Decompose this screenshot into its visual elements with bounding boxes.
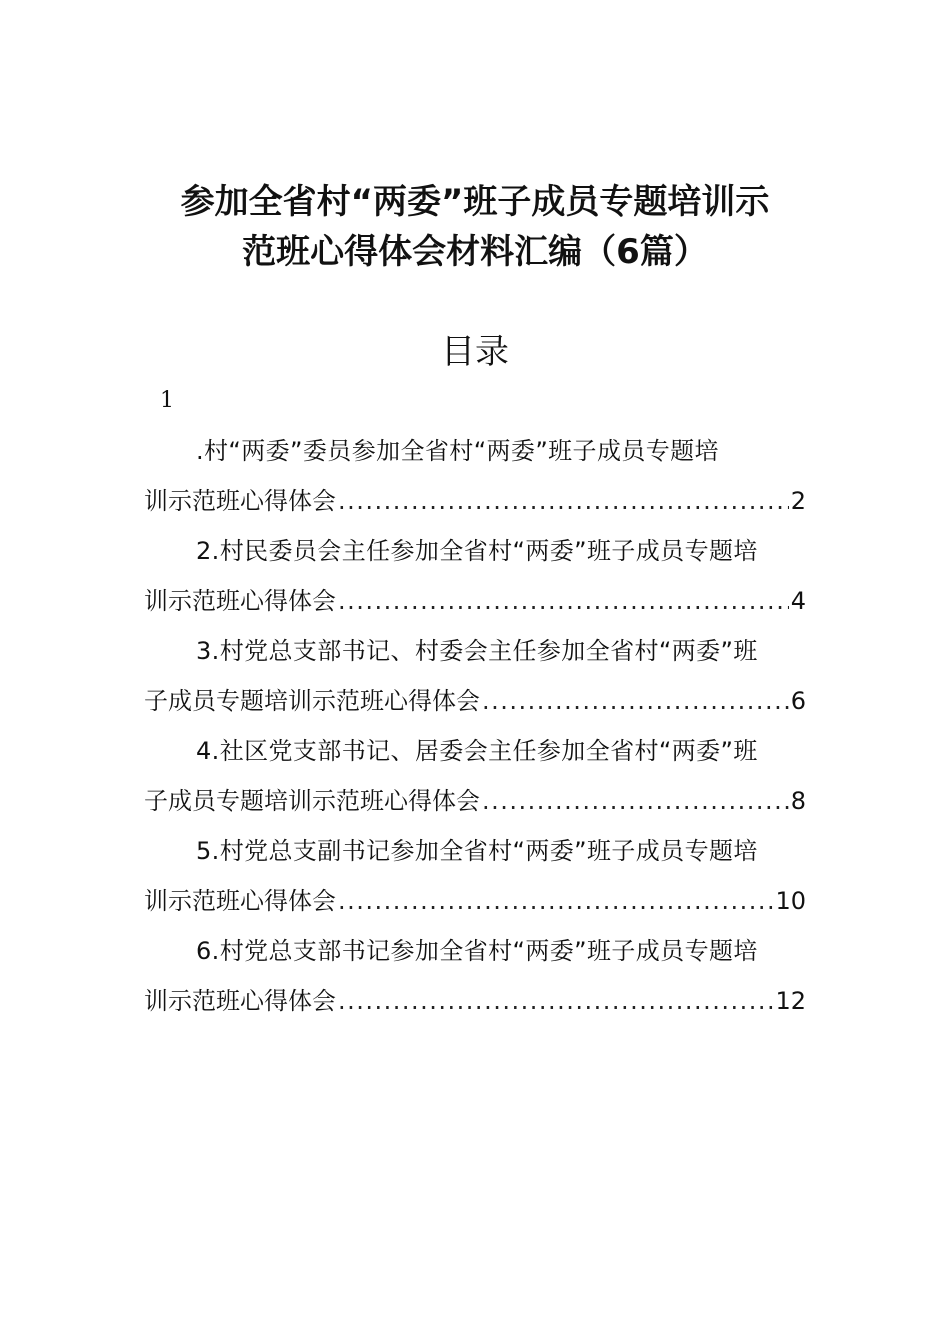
toc-entry-second-line bbox=[144, 576, 806, 626]
toc-page-number: 10 bbox=[775, 887, 806, 915]
toc-entry-text-second-line: 子成员专题培训示范班心得体会 bbox=[144, 787, 480, 815]
toc-page-number: 6 bbox=[790, 687, 806, 715]
toc-entry-text-first-line: 4.社区党支部书记、居委会主任参加全省村“两委”班 bbox=[196, 737, 758, 765]
toc-entry-5[interactable] bbox=[144, 826, 806, 926]
toc-leader-dots bbox=[338, 876, 773, 926]
toc-entry-4[interactable] bbox=[144, 726, 806, 826]
toc-leader-dots bbox=[338, 576, 789, 626]
toc-page-number: 12 bbox=[775, 987, 806, 1015]
toc-entry-text-first-line: 3.村党总支部书记、村委会主任参加全省村“两委”班 bbox=[196, 637, 758, 665]
toc-page-number: 8 bbox=[790, 787, 806, 815]
toc-entry-text-first-line: 6.村党总支部书记参加全省村“两委”班子成员专题培 bbox=[196, 937, 758, 965]
toc-page-number: 4 bbox=[790, 587, 806, 615]
toc-entry-text-second-line: 训示范班心得体会 bbox=[144, 587, 336, 615]
document-title-line-1: 参加全省村“两委”班子成员专题培训示 bbox=[180, 182, 770, 222]
toc-entry-second-line bbox=[144, 976, 806, 1026]
toc-entry-second-line bbox=[144, 676, 806, 726]
toc-entry-6[interactable] bbox=[144, 926, 806, 1026]
toc-entry-2[interactable] bbox=[144, 526, 806, 626]
toc-entry-second-line bbox=[144, 776, 806, 826]
toc-entry-1[interactable] bbox=[144, 426, 806, 526]
toc-heading: 目录 bbox=[441, 332, 509, 372]
toc-entry-text-first-line: 5.村党总支副书记参加全省村“两委”班子成员专题培 bbox=[196, 837, 758, 865]
toc-page-number: 2 bbox=[790, 487, 806, 515]
stray-number: 1 bbox=[160, 388, 174, 413]
table-of-contents bbox=[144, 426, 806, 1026]
toc-entry-text-second-line: 训示范班心得体会 bbox=[144, 987, 336, 1015]
toc-entry-second-line bbox=[144, 876, 806, 926]
toc-entry-text-second-line: 训示范班心得体会 bbox=[144, 887, 336, 915]
toc-leader-dots bbox=[338, 976, 773, 1026]
toc-entry-text-second-line: 子成员专题培训示范班心得体会 bbox=[144, 687, 480, 715]
document-title-line-2: 范班心得体会材料汇编（6篇） bbox=[242, 232, 708, 272]
toc-leader-dots bbox=[482, 676, 789, 726]
toc-entry-3[interactable] bbox=[144, 626, 806, 726]
toc-entry-text-first-line: .村“两委”委员参加全省村“两委”班子成员专题培 bbox=[196, 437, 719, 465]
toc-leader-dots bbox=[482, 776, 789, 826]
toc-entry-text-second-line: 训示范班心得体会 bbox=[144, 487, 336, 515]
toc-leader-dots bbox=[338, 476, 789, 526]
toc-entry-second-line bbox=[144, 476, 806, 526]
toc-entry-text-first-line: 2.村民委员会主任参加全省村“两委”班子成员专题培 bbox=[196, 537, 758, 565]
